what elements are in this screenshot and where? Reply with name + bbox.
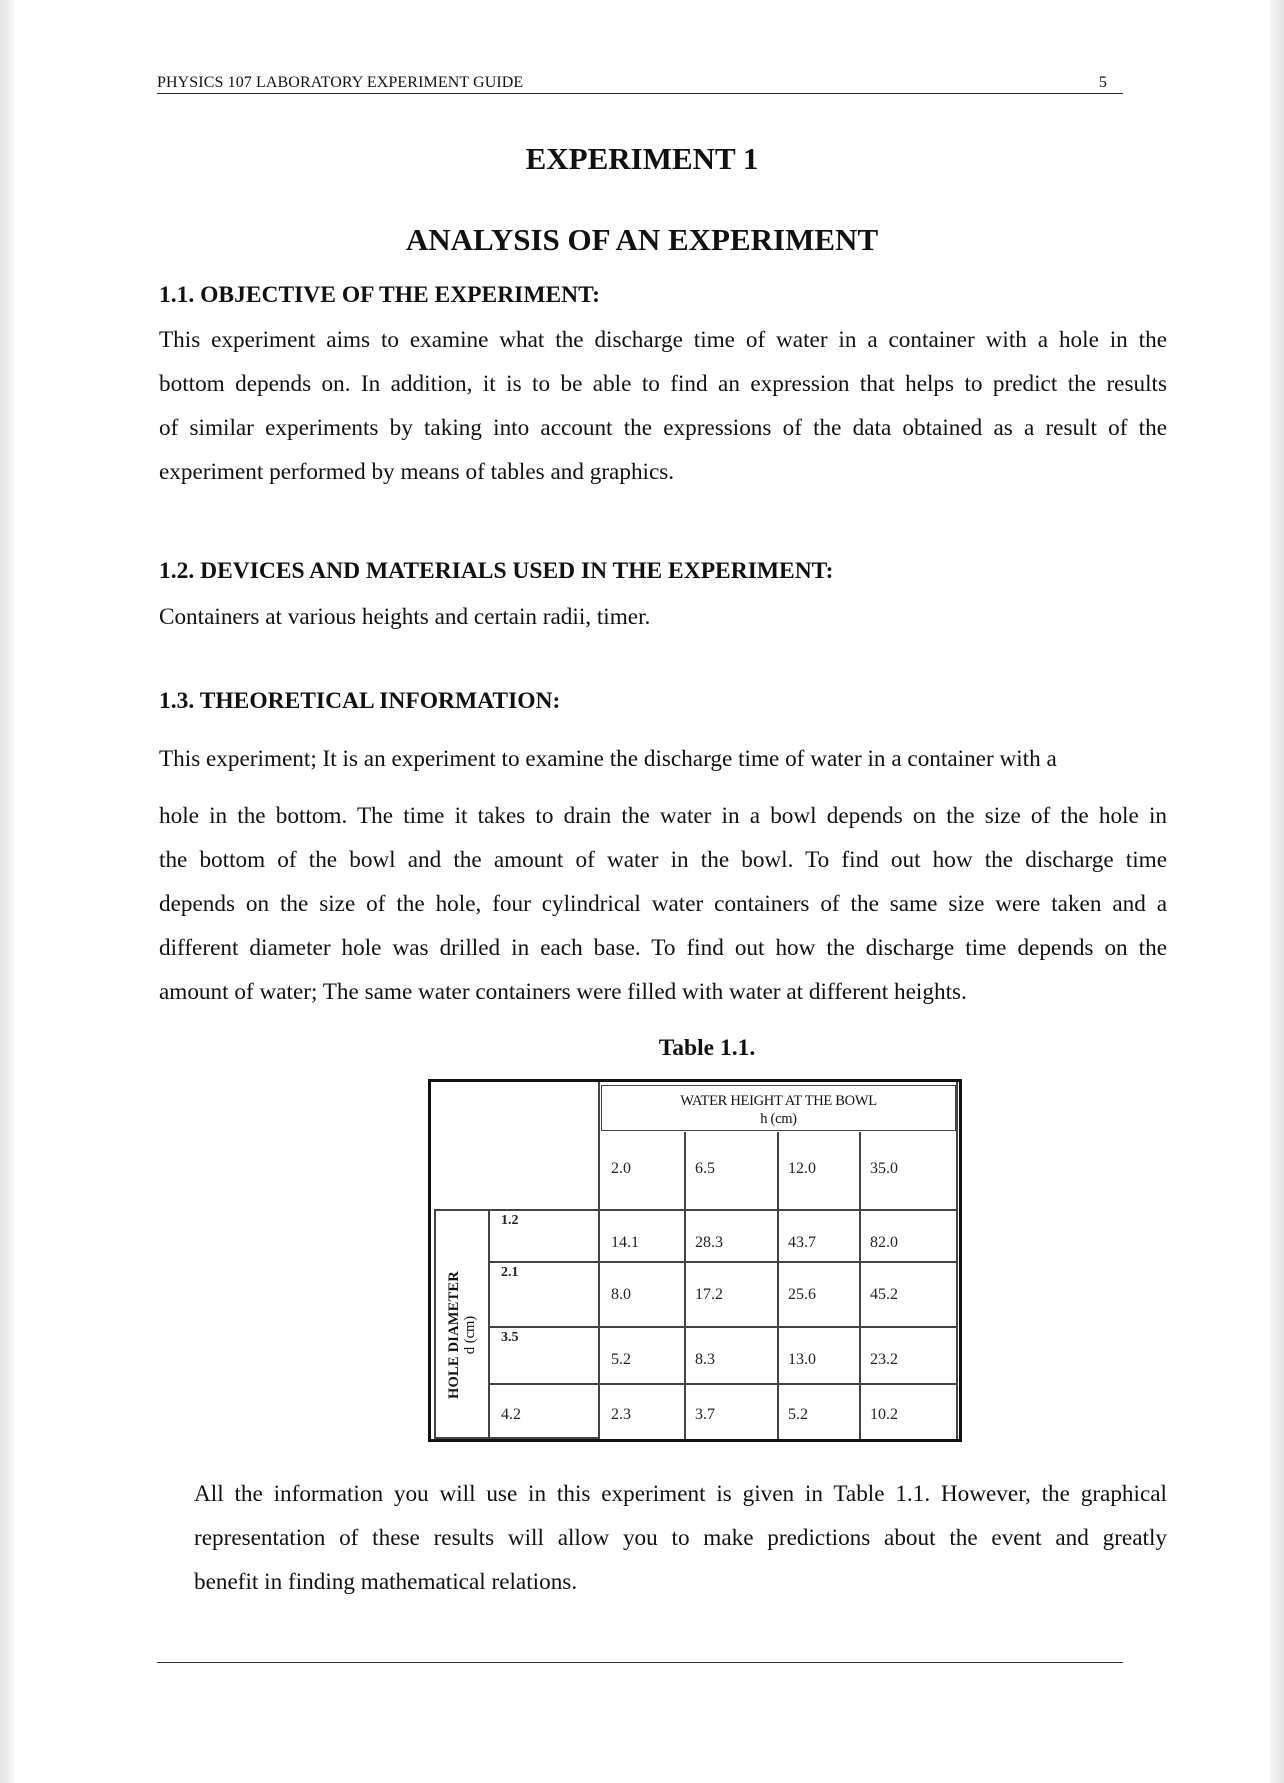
section-heading-objective: 1.1. OBJECTIVE OF THE EXPERIMENT: [159,282,600,308]
table-caption: Table 1.1. [658,1035,756,1061]
objective-paragraph [159,318,1167,494]
paragraph-line: different diameter hole was drilled in each base. To find out how the discharge time depends on the [159,935,1167,961]
height-label: 2.0 [611,1160,631,1177]
table-cell: 17.2 [695,1286,723,1303]
height-label: 35.0 [870,1160,898,1177]
paragraph-line: This experiment aims to examine what the discharge time of water in a container with a hole in the [159,327,1167,353]
paragraph-line: experiment performed by means of tables and graphics. [159,459,675,485]
section-heading-theory: 1.3. THEORETICAL INFORMATION: [159,688,561,714]
table-cell: 3.7 [695,1406,715,1423]
data-table [428,1079,962,1442]
running-header-title: PHYSICS 107 LABORATORY EXPERIMENT GUIDE [157,74,524,91]
devices-paragraph [159,595,1167,639]
paragraph-line: This experiment; It is an experiment to examine the discharge time of water in a container with a [159,746,1057,772]
row-group-title: HOLE DIAMETER [446,1270,462,1399]
table-cell: 5.2 [788,1406,808,1423]
diameter-label: 1.2 [501,1213,519,1228]
row-group-header [437,1232,487,1437]
paragraph-line: of similar experiments by taking into account the expressions of the data obtained as a result of the [159,415,1167,441]
paragraph-line: bottom depends on. In addition, it is to be able to find an expression that helps to predict the results [159,371,1167,397]
paragraph-line: representation of these results will allow you to make predictions about the event and greatly [194,1525,1167,1551]
table-cell: 25.6 [788,1286,816,1303]
table-cell: 28.3 [695,1234,723,1251]
column-group-header [601,1085,956,1131]
column-group-title: WATER HEIGHT AT THE BOWL [680,1093,877,1109]
theory-paragraph [159,794,1167,1014]
table-cell: 45.2 [870,1286,898,1303]
table-cell: 13.0 [788,1351,816,1368]
column-group-unit: h (cm) [760,1111,797,1127]
page-number: 5 [1098,74,1107,91]
experiment-name: ANALYSIS OF AN EXPERIMENT [405,222,879,257]
table-cell: 82.0 [870,1234,898,1251]
paragraph-line: Containers at various heights and certain radii, timer. [159,604,651,630]
paragraph-line: All the information you will use in this experiment is given in Table 1.1. However, the graphical [194,1481,1167,1507]
viewer-right-margin [1270,0,1284,1783]
diameter-label: 4.2 [501,1406,521,1423]
viewer-left-margin [0,0,14,1783]
closing-paragraph [194,1472,1167,1604]
row-group-unit: d (cm) [462,1315,478,1354]
paragraph-line: benefit in finding mathematical relations. [194,1569,578,1595]
table-cell: 10.2 [870,1406,898,1423]
table-cell: 8.3 [695,1351,715,1368]
height-label: 6.5 [695,1160,715,1177]
table-cell: 14.1 [611,1234,639,1251]
footer-rule [157,1662,1123,1663]
theory-paragraph-first-line [159,737,1167,781]
table-cell: 5.2 [611,1351,631,1368]
diameter-label: 3.5 [501,1330,519,1345]
table-cell: 43.7 [788,1234,816,1251]
diameter-label: 2.1 [501,1265,519,1280]
table-cell: 23.2 [870,1351,898,1368]
paragraph-line: the bottom of the bowl and the amount of water in the bowl. To find out how the discharge time [159,847,1167,873]
table-cell: 8.0 [611,1286,631,1303]
experiment-title: EXPERIMENT 1 [525,141,759,176]
paragraph-line: depends on the size of the hole, four cylindrical water containers of the same size were taken and a [159,891,1167,917]
height-label: 12.0 [788,1160,816,1177]
section-heading-devices: 1.2. DEVICES AND MATERIALS USED IN THE EXPERIMENT: [159,558,834,584]
paragraph-line: amount of water; The same water containers were filled with water at different heights. [159,979,967,1005]
paragraph-line: hole in the bottom. The time it takes to drain the water in a bowl depends on the size of the hole in [159,803,1167,829]
table-cell: 2.3 [611,1406,631,1423]
running-header [157,74,1123,94]
